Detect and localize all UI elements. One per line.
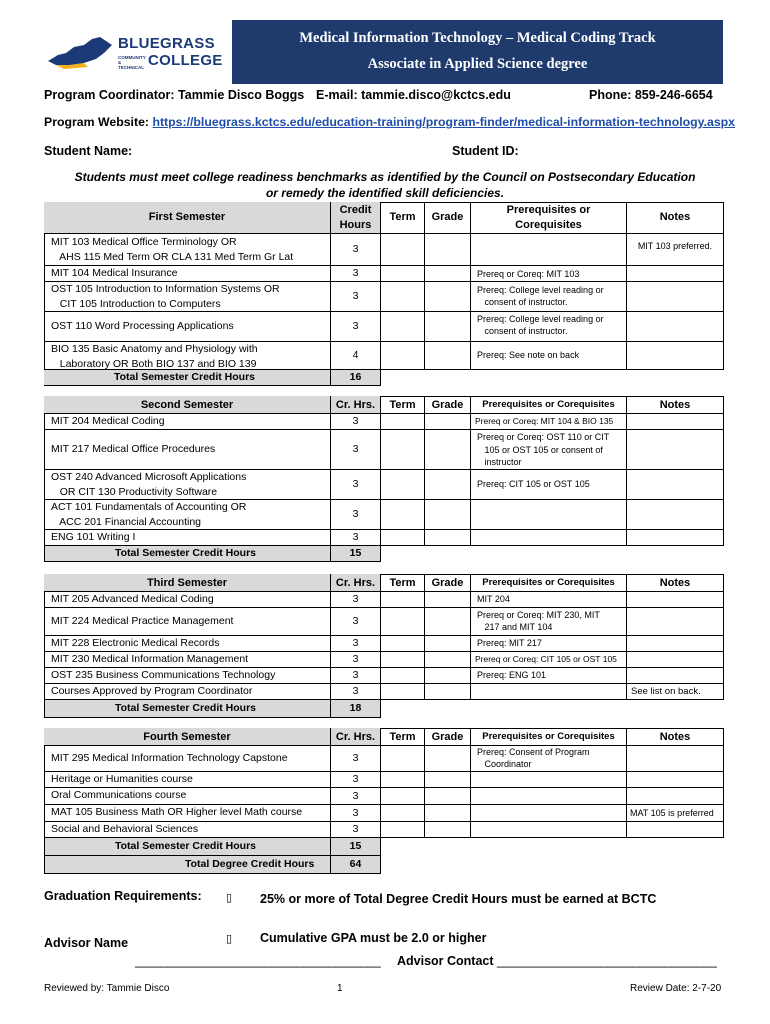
- third-semester-table: [44, 574, 724, 720]
- grade-cell[interactable]: [425, 805, 471, 822]
- title-banner: [232, 20, 723, 84]
- credit-hours-cell: 3: [331, 266, 381, 282]
- semester-total-label: Total Semester Credit Hours: [44, 838, 331, 856]
- credit-hours-cell: 3: [331, 805, 381, 822]
- grade-cell[interactable]: [425, 746, 471, 772]
- term-cell[interactable]: [381, 772, 425, 788]
- prereq-heading: Prerequisites or Corequisites: [471, 728, 627, 746]
- credit-hours-cell: 3: [331, 430, 381, 470]
- semester-total-label: Total Semester Credit Hours: [44, 370, 331, 386]
- prereq-cell: Prereq or Coreq: CIT 105 or OST 105: [471, 652, 627, 668]
- prereq-cell: [471, 805, 627, 822]
- term-cell[interactable]: [381, 746, 425, 772]
- table-row-course: MAT 105 Business Math OR Higher level Math course: [44, 805, 331, 822]
- program-title: Medical Information Technology – Medical Coding Track: [299, 30, 656, 46]
- checkbox-icon[interactable]: ▯: [226, 892, 233, 904]
- program-coordinator: Program Coordinator: Tammie Disco Boggs: [44, 88, 305, 102]
- prereq-cell: Prereq: College level reading or consent of instructor.: [471, 282, 627, 312]
- table-row-course: MIT 205 Advanced Medical Coding: [44, 592, 331, 608]
- prereq-cell: [471, 788, 627, 805]
- grade-cell[interactable]: [425, 430, 471, 470]
- fourth-semester-table: [44, 728, 724, 876]
- grade-cell[interactable]: [425, 282, 471, 312]
- website-link[interactable]: https://bluegrass.kctcs.edu/education-training/program-finder/medical-information-technology.aspx: [152, 115, 736, 129]
- credit-hours-cell: 3: [331, 530, 381, 546]
- notes-cell: [627, 746, 724, 772]
- credit-hours-cell: 3: [331, 608, 381, 636]
- table-row-course: Courses Approved by Program Coordinator: [44, 684, 331, 700]
- prereq-cell: Prereq: Consent of Program Coordinator: [471, 746, 627, 772]
- term-cell[interactable]: [381, 822, 425, 838]
- grade-cell[interactable]: [425, 668, 471, 684]
- coordinator-email: E-mail: tammie.disco@kctcs.edu: [316, 88, 511, 102]
- term-cell[interactable]: [381, 788, 425, 805]
- term-cell[interactable]: [381, 342, 425, 370]
- credit-hours-cell: 3: [331, 636, 381, 652]
- notes-cell: [627, 342, 724, 370]
- credit-hours-cell: 3: [331, 414, 381, 430]
- program-website: [44, 115, 735, 129]
- checkbox-icon[interactable]: ▯: [226, 933, 233, 945]
- semester-total-value: 18: [331, 700, 381, 718]
- notes-cell: [627, 500, 724, 530]
- grade-heading: Grade: [425, 574, 471, 592]
- term-cell[interactable]: [381, 608, 425, 636]
- prereq-cell: [471, 500, 627, 530]
- table-row-course: Oral Communications course: [44, 788, 331, 805]
- grade-cell[interactable]: [425, 470, 471, 500]
- page-number: 1: [337, 983, 343, 994]
- prereq-heading: Prerequisites or Corequisites: [471, 574, 627, 592]
- semester-heading: First Semester: [44, 202, 331, 234]
- notes-cell: MIT 103 preferred.: [627, 234, 724, 266]
- term-cell[interactable]: [381, 668, 425, 684]
- notes-cell: [627, 592, 724, 608]
- advisor-contact-line[interactable]: __________________________________: [497, 954, 717, 968]
- grade-cell[interactable]: [425, 266, 471, 282]
- credit-hours-cell: 4: [331, 342, 381, 370]
- degree-total-label: Total Degree Credit Hours: [44, 856, 331, 874]
- credit-hours-cell: 3: [331, 746, 381, 772]
- credit-hours-cell: 3: [331, 470, 381, 500]
- semester-heading: Second Semester: [44, 396, 331, 414]
- notes-cell: [627, 530, 724, 546]
- credit-hours-cell: 3: [331, 822, 381, 838]
- credit-hours-cell: 3: [331, 652, 381, 668]
- semester-heading: Fourth Semester: [44, 728, 331, 746]
- credit-hours-cell: 3: [331, 234, 381, 266]
- term-cell[interactable]: [381, 266, 425, 282]
- credit-hours-cell: 3: [331, 684, 381, 700]
- term-heading: Term: [381, 202, 425, 234]
- prereq-cell: Prereq or Coreq: OST 110 or CIT 105 or OST 105 or consent of instructor: [471, 430, 627, 470]
- notes-cell: [627, 788, 724, 805]
- logo-text-college: COLLEGE: [148, 52, 223, 69]
- first-semester-table: [44, 202, 724, 386]
- notes-heading: Notes: [627, 574, 724, 592]
- table-row-course: BIO 135 Basic Anatomy and Physiology with Laboratory OR Both BIO 137 and BIO 139: [44, 342, 331, 370]
- review-date: Review Date: 2-7-20: [630, 983, 722, 994]
- requirement-gpa: Cumulative GPA must be 2.0 or higher: [260, 931, 487, 945]
- notes-cell: [627, 414, 724, 430]
- term-cell[interactable]: [381, 430, 425, 470]
- grade-cell[interactable]: [425, 342, 471, 370]
- grade-cell[interactable]: [425, 608, 471, 636]
- prereq-cell: Prereq: CIT 105 or OST 105: [471, 470, 627, 500]
- notes-heading: Notes: [627, 396, 724, 414]
- term-cell[interactable]: [381, 414, 425, 430]
- semester-total-value: 16: [331, 370, 381, 386]
- readiness-notice-line2: or remedy the identified skill deficiencies.: [265, 186, 505, 200]
- student-name-label: Student Name:: [44, 144, 133, 158]
- table-row-course: ENG 101 Writing I: [44, 530, 331, 546]
- prereq-cell: Prereq or Coreq: MIT 230, MIT 217 and MIT 104: [471, 608, 627, 636]
- credit-hours-cell: 3: [331, 592, 381, 608]
- notes-cell: [627, 470, 724, 500]
- grade-heading: Grade: [425, 728, 471, 746]
- notes-cell: [627, 430, 724, 470]
- term-heading: Term: [381, 574, 425, 592]
- prereq-cell: Prereq: College level reading or consent of instructor.: [471, 312, 627, 342]
- prereq-cell: Prereq: MIT 217: [471, 636, 627, 652]
- prereq-cell: MIT 204: [471, 592, 627, 608]
- student-id-label: Student ID:: [452, 144, 519, 158]
- prereq-heading: Prerequisites or Corequisites: [471, 396, 627, 414]
- credit-hours-heading: Cr. Hrs.: [331, 396, 381, 414]
- term-cell[interactable]: [381, 234, 425, 266]
- notes-heading: Notes: [627, 728, 724, 746]
- table-row-course: OST 110 Word Processing Applications: [44, 312, 331, 342]
- table-row-course: OST 240 Advanced Microsoft Applications OR CIT 130 Productivity Software: [44, 470, 331, 500]
- notes-cell: [627, 608, 724, 636]
- reviewed-by: Reviewed by: Tammie Disco: [44, 983, 170, 994]
- table-row-course: MIT 104 Medical Insurance: [44, 266, 331, 282]
- notes-cell: [627, 312, 724, 342]
- prereq-cell: [471, 772, 627, 788]
- grade-cell[interactable]: [425, 636, 471, 652]
- table-row-course: OST 105 Introduction to Information Systems OR CIT 105 Introduction to Computers: [44, 282, 331, 312]
- term-cell[interactable]: [381, 530, 425, 546]
- table-row-course: MIT 228 Electronic Medical Records: [44, 636, 331, 652]
- advisor-name-label: Advisor Name: [44, 936, 129, 950]
- table-row-course: ACT 101 Fundamentals of Accounting OR ACC 201 Financial Accounting: [44, 500, 331, 530]
- term-heading: Term: [381, 396, 425, 414]
- grade-cell[interactable]: [425, 592, 471, 608]
- notes-heading: Notes: [627, 202, 724, 234]
- grade-cell[interactable]: [425, 822, 471, 838]
- term-cell[interactable]: [381, 312, 425, 342]
- prereq-cell: [471, 530, 627, 546]
- term-cell[interactable]: [381, 470, 425, 500]
- readiness-notice-line1: Students must meet college readiness benchmarks as identified by the Council on Postsecondary Education: [74, 170, 696, 184]
- degree-title: Associate in Applied Science degree: [367, 56, 588, 72]
- notes-cell: [627, 822, 724, 838]
- notes-cell: [627, 668, 724, 684]
- notes-cell: See list on back.: [627, 684, 724, 700]
- logo-text-bluegrass: BLUEGRASS: [118, 35, 215, 52]
- advisor-name-line[interactable]: ______________________________________: [135, 954, 381, 968]
- advisor-contact-label: Advisor Contact: [397, 954, 494, 968]
- notes-cell: [627, 282, 724, 312]
- credit-hours-cell: 3: [331, 668, 381, 684]
- prereq-cell: Prereq or Coreq: MIT 104 & BIO 135: [471, 414, 627, 430]
- grade-cell[interactable]: [425, 234, 471, 266]
- semester-total-value: 15: [331, 838, 381, 856]
- term-cell[interactable]: [381, 684, 425, 700]
- coordinator-phone: Phone: 859-246-6654: [589, 88, 713, 102]
- logo-text-community: COMMUNITY & TECHNICAL: [118, 55, 146, 70]
- grade-cell[interactable]: [425, 500, 471, 530]
- kentucky-map-icon: [44, 31, 116, 73]
- second-semester-table: [44, 396, 724, 564]
- credit-hours-cell: 3: [331, 282, 381, 312]
- term-cell[interactable]: [381, 592, 425, 608]
- grade-cell[interactable]: [425, 684, 471, 700]
- prereq-cell: Prereq: ENG 101: [471, 668, 627, 684]
- credit-hours-heading: Cr. Hrs.: [331, 728, 381, 746]
- table-row-course: Social and Behavioral Sciences: [44, 822, 331, 838]
- credit-hours-cell: 3: [331, 312, 381, 342]
- table-row-course: OST 235 Business Communications Technology: [44, 668, 331, 684]
- term-cell[interactable]: [381, 636, 425, 652]
- grade-cell[interactable]: [425, 772, 471, 788]
- notes-cell: [627, 636, 724, 652]
- notes-cell: MAT 105 is preferred: [627, 805, 724, 822]
- credit-hours-heading: Cr. Hrs.: [331, 574, 381, 592]
- prereq-cell: [471, 684, 627, 700]
- graduation-requirements-label: Graduation Requirements:: [44, 889, 202, 903]
- credit-hours-cell: 3: [331, 788, 381, 805]
- grade-cell[interactable]: [425, 312, 471, 342]
- grade-heading: Grade: [425, 202, 471, 234]
- table-row-course: MIT 103 Medical Office Terminology OR AHS 115 Med Term OR CLA 131 Med Term Gr Lat: [44, 234, 331, 266]
- grade-cell[interactable]: [425, 652, 471, 668]
- grade-cell[interactable]: [425, 530, 471, 546]
- credit-hours-cell: 3: [331, 500, 381, 530]
- semester-heading: Third Semester: [44, 574, 331, 592]
- college-logo: [44, 27, 224, 75]
- term-cell[interactable]: [381, 652, 425, 668]
- term-cell[interactable]: [381, 500, 425, 530]
- table-row-course: MIT 224 Medical Practice Management: [44, 608, 331, 636]
- prereq-cell: Prereq: See note on back: [471, 342, 627, 370]
- term-heading: Term: [381, 728, 425, 746]
- blank-space: [382, 370, 725, 388]
- semester-total-label: Total Semester Credit Hours: [44, 700, 331, 718]
- semester-total-label: Total Semester Credit Hours: [44, 546, 331, 562]
- table-row-course: Heritage or Humanities course: [44, 772, 331, 788]
- requirement-credit-hours: 25% or more of Total Degree Credit Hours must be earned at BCTC: [260, 892, 657, 906]
- notes-cell: [627, 266, 724, 282]
- grade-cell[interactable]: [425, 788, 471, 805]
- notes-cell: [627, 652, 724, 668]
- grade-heading: Grade: [425, 396, 471, 414]
- grade-cell[interactable]: [425, 414, 471, 430]
- prereq-cell: [471, 234, 627, 266]
- degree-total-value: 64: [331, 856, 381, 874]
- table-row-course: MIT 295 Medical Information Technology Capstone: [44, 746, 331, 772]
- table-row-course: MIT 230 Medical Information Management: [44, 652, 331, 668]
- prereq-cell: Prereq or Coreq: MIT 103: [471, 266, 627, 282]
- credit-hours-heading: Credit Hours: [331, 202, 381, 234]
- semester-total-value: 15: [331, 546, 381, 562]
- prereq-cell: [471, 822, 627, 838]
- table-row-course: MIT 217 Medical Office Procedures: [44, 430, 331, 470]
- website-label: Program Website:: [44, 115, 150, 129]
- credit-hours-cell: 3: [331, 772, 381, 788]
- term-cell[interactable]: [381, 805, 425, 822]
- prereq-heading: Prerequisites or Corequisites: [471, 202, 627, 234]
- table-row-course: MIT 204 Medical Coding: [44, 414, 331, 430]
- notes-cell: [627, 772, 724, 788]
- term-cell[interactable]: [381, 282, 425, 312]
